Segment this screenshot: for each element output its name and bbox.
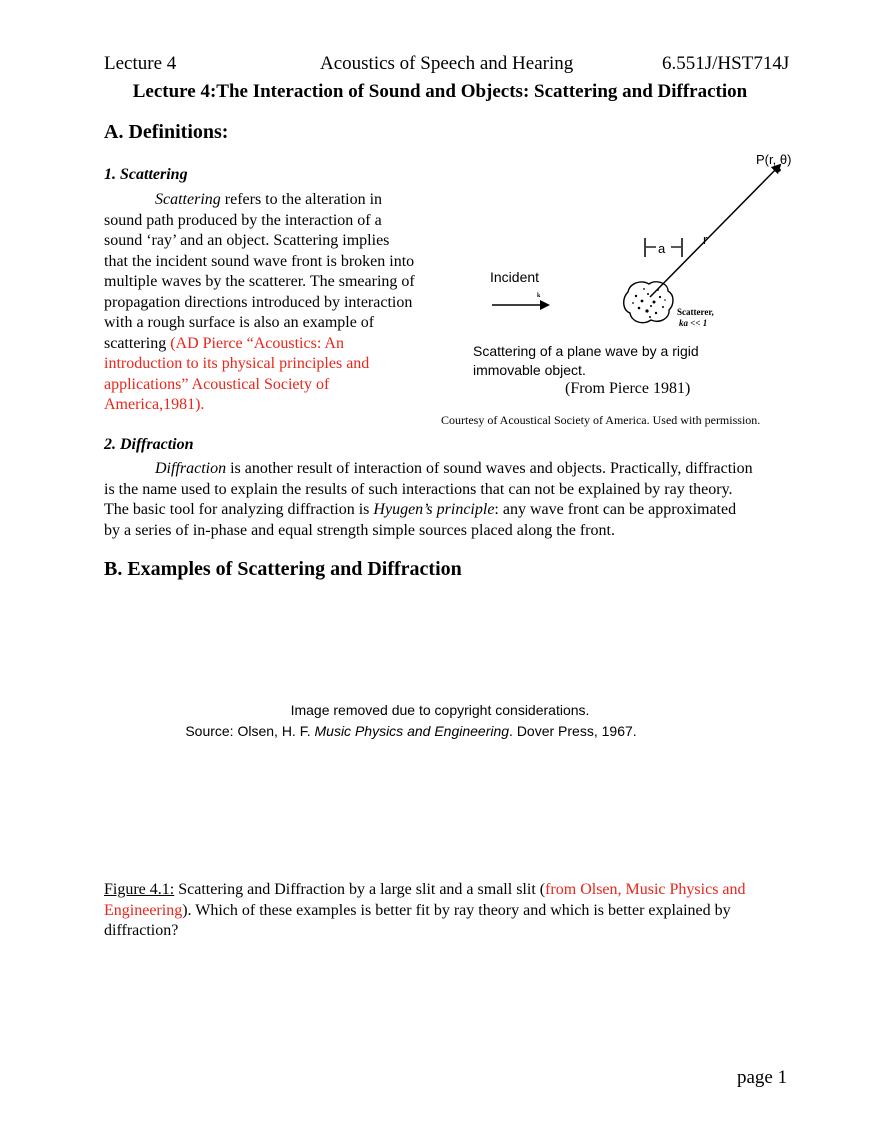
figure-caption: Scattering of a plane wave by a rigid immovable object.: [473, 343, 699, 378]
para-line: The basic tool for analyzing diffraction is Hyugen’s principle: any wave front can be approximated: [104, 501, 737, 518]
figure-courtesy: Courtesy of Acoustical Society of America. Used with permission.: [441, 413, 761, 427]
label-ka: ka << 1: [679, 318, 708, 328]
page-title: Lecture 4:The Interaction of Sound and Objects: Scattering and Diffraction: [132, 81, 748, 102]
header-course-number: 6.551J/HST714J: [662, 53, 790, 74]
para-line: Diffraction is another result of interaction of sound waves and objects. Practically, diffraction: [155, 460, 753, 477]
para-line: scattering (AD Pierce “Acoustics: An: [104, 334, 344, 352]
label-scatterer: Scatterer,: [677, 307, 714, 317]
para-line: sound ‘ray’ and an object. Scattering implies: [104, 232, 390, 249]
figure-4-1-caption: [104, 880, 814, 942]
scattering-heading: 1. Scattering: [104, 166, 188, 183]
source-book-title: Music Physics and Engineering: [314, 723, 510, 739]
para-line: America,1981).: [104, 396, 205, 413]
para-line: diffraction?: [104, 922, 179, 939]
para-line: propagation directions introduced by interaction: [104, 293, 413, 311]
scattering-diagram: [470, 140, 810, 375]
para-line: applications” Acoustical Society of: [104, 375, 330, 393]
scattering-paragraph: [104, 190, 454, 416]
para-line: introduction to its physical principles and: [104, 355, 370, 372]
term-huygens: Hyugen’s principle: [373, 501, 495, 518]
label-r: r: [703, 232, 708, 247]
term-scattering: Scattering: [155, 191, 221, 208]
point-p-dot: [777, 168, 781, 172]
image-removed-notice: Image removed due to copyright considerations.: [290, 702, 590, 718]
para-line: by a series of in-phase and equal strength simple sources placed along the front.: [104, 521, 615, 539]
para-line: that the incident sound wave front is broken into: [104, 252, 415, 270]
section-a-heading: A. Definitions:: [104, 121, 229, 143]
para-line: with a rough surface is also an example of: [104, 314, 375, 331]
header-course-title: Acoustics of Speech and Hearing: [320, 53, 574, 74]
para-line: sound path produced by the interaction of a: [104, 211, 382, 229]
para-line: Engineering). Which of these examples is better fit by ray theory and which is better explained by: [104, 901, 731, 919]
figure-source: (From Pierce 1981): [565, 380, 691, 397]
label-a: a: [658, 241, 666, 256]
scatterer-texture: [632, 288, 666, 318]
page-number: page 1: [737, 1067, 788, 1088]
header-lecture: Lecture 4: [104, 53, 177, 74]
image-source: Source: Olsen, H. F. Music Physics and Engineering. Dover Press, 1967.: [185, 723, 637, 739]
label-k: k: [537, 293, 541, 299]
para-line: multiple waves by the scatterer. The smearing of: [104, 273, 415, 290]
figure-label: Figure 4.1:: [104, 881, 175, 898]
para-line: Scattering refers to the alteration in: [155, 191, 383, 208]
olsen-citation: from Olsen, Music Physics and: [545, 881, 746, 898]
diffraction-heading: 2. Diffraction: [104, 436, 194, 453]
label-incident: Incident: [490, 269, 540, 285]
section-b-heading: B. Examples of Scattering and Diffraction: [104, 558, 462, 580]
diffraction-paragraph: [104, 459, 814, 541]
para-line: Figure 4.1: Scattering and Diffraction by a large slit and a small slit (from Olsen, Music Physics and: [104, 881, 746, 898]
label-p: P(r, θ): [756, 152, 792, 167]
pierce-citation: (AD Pierce “Acoustics: An: [170, 334, 344, 352]
para-line: is the name used to explain the results of such interactions that can not be explained by ray theory.: [104, 480, 733, 498]
scatterer-shape: [624, 282, 673, 323]
r-vector-arrow: [650, 165, 780, 297]
term-diffraction: Diffraction: [155, 460, 227, 477]
